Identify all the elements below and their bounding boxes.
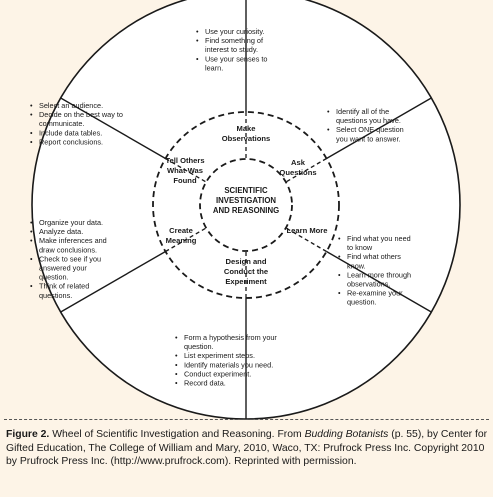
bullet-text-tell-others: Select an audience. [39, 101, 104, 110]
bullet-text-design-experiment: List experiment steps. [184, 351, 255, 361]
bullet-dot-icon: • [175, 333, 178, 342]
section-label-create-meaning: Meaning [165, 236, 197, 245]
section-label-make-observations: Make [236, 124, 256, 133]
section-label-design-experiment: Design and [225, 257, 267, 266]
bullet-text-learn-more: Find what you need [347, 234, 411, 243]
section-label-learn-more: Learn More [286, 226, 328, 235]
bullet-text-ask-questions: you want to answer. [336, 134, 401, 144]
bullet-dot-icon: • [196, 54, 199, 64]
bullet-text-create-meaning: Make inferences and [39, 236, 107, 246]
bullet-dot-icon: • [175, 360, 178, 370]
bullet-dot-icon: • [338, 270, 341, 280]
bullet-dot-icon: • [338, 252, 341, 262]
bullet-dot-icon: • [196, 27, 199, 36]
bullet-dot-icon: • [30, 236, 33, 246]
bullet-text-tell-others: Include data tables. [39, 128, 103, 138]
bullet-text-create-meaning: draw conclusions. [39, 245, 97, 255]
section-label-design-experiment: Experiment [225, 277, 267, 286]
bullet-text-design-experiment: Record data. [184, 378, 226, 388]
bullet-dot-icon: • [30, 101, 33, 110]
bullet-dot-icon: • [30, 128, 33, 138]
section-label-ask-questions: Questions [279, 168, 317, 177]
bullet-text-learn-more: Re-examine your [347, 288, 403, 298]
bullet-dot-icon: • [175, 351, 178, 361]
bullet-text-learn-more: Find what others [347, 252, 401, 262]
section-label-make-observations: Observations [221, 134, 271, 143]
bullet-text-create-meaning: answered your [39, 263, 87, 273]
section-label-ask-questions: Ask [291, 158, 305, 167]
bullet-text-learn-more: to know [347, 243, 373, 253]
bullet-text-learn-more: observations. [347, 279, 391, 289]
caption-text-2: (p. 55), by Center for Gifted Education, The College of William and Mary, 2010, Waco, TX: Prufrock Press Inc. Copyright 2010 by Prufrock Press Inc. (http://www.prufrock.com). Reprinted with permission. [6, 429, 488, 468]
bullet-text-create-meaning: question. [39, 272, 69, 282]
bullet-dot-icon: • [175, 378, 178, 388]
center-title-line: AND REASONING [212, 206, 280, 215]
bullet-text-learn-more: question. [347, 297, 377, 307]
bullet-text-create-meaning: Check to see if you [39, 254, 102, 264]
section-label-create-meaning: Create [169, 226, 193, 235]
center-circle [200, 159, 292, 251]
bullet-text-design-experiment: Conduct experiment. [184, 369, 252, 379]
bullet-dot-icon: • [327, 125, 330, 135]
bullet-text-create-meaning: Think of related [39, 281, 90, 291]
section-label-tell-others: Tell Others [165, 156, 205, 165]
bullet-dot-icon: • [338, 234, 341, 243]
caption-text-1: Wheel of Scientific Investigation and Reasoning. From [49, 429, 305, 440]
bullet-text-create-meaning: Organize your data. [39, 218, 104, 227]
bullet-text-create-meaning: questions. [39, 290, 73, 300]
bullet-text-create-meaning: Analyze data. [39, 227, 84, 237]
bullet-dot-icon: • [175, 369, 178, 379]
bullet-text-learn-more: Learn more through [347, 270, 412, 280]
bullet-dot-icon: • [30, 281, 33, 291]
section-label-tell-others: What Was [167, 166, 203, 175]
section-label-tell-others: Found [173, 176, 197, 185]
bullet-dot-icon: • [30, 254, 33, 264]
bullet-dot-icon: • [30, 218, 33, 227]
center-title-line: INVESTIGATION [215, 196, 277, 205]
bullet-dot-icon: • [338, 288, 341, 298]
bullet-text-ask-questions: questions you have. [336, 116, 401, 126]
bullet-text-design-experiment: Form a hypothesis from your [184, 333, 277, 342]
bullet-dot-icon: • [30, 110, 33, 120]
bullet-text-make-observations: Use your senses to [205, 54, 268, 64]
center-title-line: SCIENTIFIC [224, 186, 268, 195]
bullet-text-learn-more: know. [347, 261, 366, 271]
bullet-text-tell-others: Decide on the best way to [39, 110, 123, 120]
bullet-text-tell-others: Report conclusions. [39, 137, 104, 147]
bullet-text-tell-others: communicate. [39, 119, 85, 129]
bullet-text-make-observations: Find something of [205, 36, 264, 46]
bullet-dot-icon: • [30, 227, 33, 237]
bullet-text-design-experiment: question. [184, 342, 214, 352]
bullet-text-design-experiment: Identify materials you need. [184, 360, 274, 370]
bullet-text-make-observations: learn. [205, 63, 224, 73]
section-label-design-experiment: Conduct the [223, 267, 269, 276]
book-title: Budding Botanists [304, 429, 389, 440]
caption-divider [4, 419, 489, 420]
bullet-dot-icon: • [30, 137, 33, 147]
bullet-text-ask-questions: Select ONE question [336, 125, 404, 135]
bullet-text-make-observations: interest to study. [205, 45, 258, 55]
figure-caption [6, 428, 488, 469]
bullet-text-make-observations: Use your curiosity. [205, 27, 265, 36]
figure-label: Figure 2. [6, 429, 50, 440]
bullet-text-ask-questions: Identify all of the [336, 107, 390, 116]
bullet-dot-icon: • [327, 107, 330, 116]
bullet-dot-icon: • [196, 36, 199, 46]
